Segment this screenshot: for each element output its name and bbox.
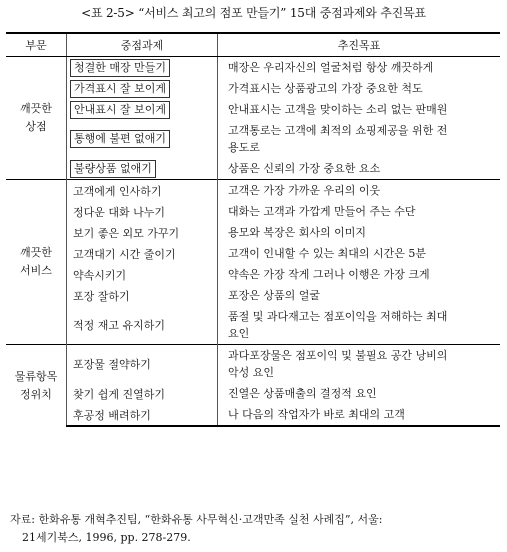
task-cell: 포장물 절약하기 <box>67 345 218 384</box>
goal-line: 용도로 <box>228 141 260 154</box>
header-task: 중점과제 <box>67 33 218 57</box>
category-line: 상점 <box>25 120 47 133</box>
task-cell: 고객대기 시간 줄이기 <box>67 243 218 264</box>
goal-cell: 가격표시는 상품광고의 가장 중요한 척도 <box>218 78 501 99</box>
goal-cell: 용모와 복장은 회사의 이미지 <box>218 222 501 243</box>
source-note <box>10 511 500 547</box>
goal-cell: 대화는 고객과 가깝게 만들어 주는 수단 <box>218 201 501 222</box>
goal-line: 품절 및 과다재고는 점포이익을 저해하는 최대 <box>228 310 448 323</box>
goal-cell: 포장은 상품의 얼굴 <box>218 285 501 306</box>
table-row <box>6 264 500 285</box>
table-row <box>6 243 500 264</box>
header-category: 부문 <box>6 33 67 57</box>
table-row <box>6 222 500 243</box>
task-label: 안내표시 잘 보이게 <box>70 101 170 119</box>
table-row <box>6 306 500 345</box>
table-row <box>6 285 500 306</box>
task-cell <box>67 120 218 158</box>
goal-cell: 약속은 가장 작게 그러나 이행은 가장 크게 <box>218 264 501 285</box>
header-goal: 추진목표 <box>218 33 501 57</box>
category-line: 깨끗한 <box>20 102 52 115</box>
table-header-row <box>6 33 500 57</box>
goal-cell: 상품은 신뢰의 가장 중요한 요소 <box>218 158 501 180</box>
category-cell <box>6 345 67 427</box>
task-cell <box>67 57 218 79</box>
table-row <box>6 345 500 384</box>
task-cell: 후공정 배려하기 <box>67 404 218 426</box>
goal-cell <box>218 306 501 345</box>
task-cell: 찾기 쉽게 진열하기 <box>67 383 218 404</box>
category-cell <box>6 180 67 345</box>
table-caption: <표 2-5> “서비스 최고의 점포 만들기” 15대 중점과제와 추진목표 <box>81 6 426 20</box>
source-line: 자료: 한화유통 개혁추진팀, “한화유통 사무혁신·고객만족 실천 사례집”, 서울: <box>10 513 383 526</box>
table-row <box>6 201 500 222</box>
goal-line: 요인 <box>228 327 250 340</box>
goal-cell <box>218 345 501 384</box>
goal-cell: 나 다음의 작업자가 바로 최대의 고객 <box>218 404 501 426</box>
table-row <box>6 57 500 79</box>
task-label: 통행에 불편 없애기 <box>70 130 170 148</box>
table-row <box>6 158 500 180</box>
goal-cell: 안내표시는 고객을 맞이하는 소리 없는 판매원 <box>218 99 501 120</box>
task-label: 불량상품 없애기 <box>70 160 156 178</box>
table-row <box>6 383 500 404</box>
goal-cell: 고객은 가장 가까운 우리의 이웃 <box>218 180 501 202</box>
task-cell: 포장 잘하기 <box>67 285 218 306</box>
table-row <box>6 120 500 158</box>
task-cell <box>67 158 218 180</box>
task-cell: 적정 재고 유지하기 <box>67 306 218 345</box>
table-row <box>6 404 500 426</box>
task-label: 가격표시 잘 보이게 <box>70 80 170 98</box>
goal-cell: 진열은 상품매출의 결정적 요인 <box>218 383 501 404</box>
task-cell: 고객에게 인사하기 <box>67 180 218 202</box>
source-line: 21세기북스, 1996, pp. 278-279. <box>22 531 191 544</box>
goal-line: 고객통로는 고객에 최적의 쇼핑제공을 위한 전 <box>228 124 448 137</box>
goal-line: 악성 요인 <box>228 366 275 379</box>
task-cell <box>67 78 218 99</box>
task-label: 청결한 매장 만들기 <box>70 59 170 77</box>
task-cell: 정다운 대화 나누기 <box>67 201 218 222</box>
category-line: 깨끗한 <box>20 246 52 259</box>
table-row <box>6 180 500 202</box>
goal-cell <box>218 120 501 158</box>
goal-line: 과다포장물은 점포이익 및 불필요 공간 낭비의 <box>228 349 448 362</box>
category-line: 물류항목 <box>14 369 58 383</box>
task-cell: 약속시키기 <box>67 264 218 285</box>
priority-tasks-table <box>6 32 500 427</box>
task-cell: 보기 좋은 외모 가꾸기 <box>67 222 218 243</box>
category-line: 정위치 <box>20 387 52 401</box>
goal-cell: 매장은 우리자신의 얼굴처럼 항상 깨끗하게 <box>218 57 501 79</box>
table-row <box>6 99 500 120</box>
category-line: 서비스 <box>20 264 52 277</box>
goal-cell: 고객이 인내할 수 있는 최대의 시간은 5분 <box>218 243 501 264</box>
task-cell <box>67 99 218 120</box>
table-row <box>6 78 500 99</box>
category-cell <box>6 57 67 180</box>
